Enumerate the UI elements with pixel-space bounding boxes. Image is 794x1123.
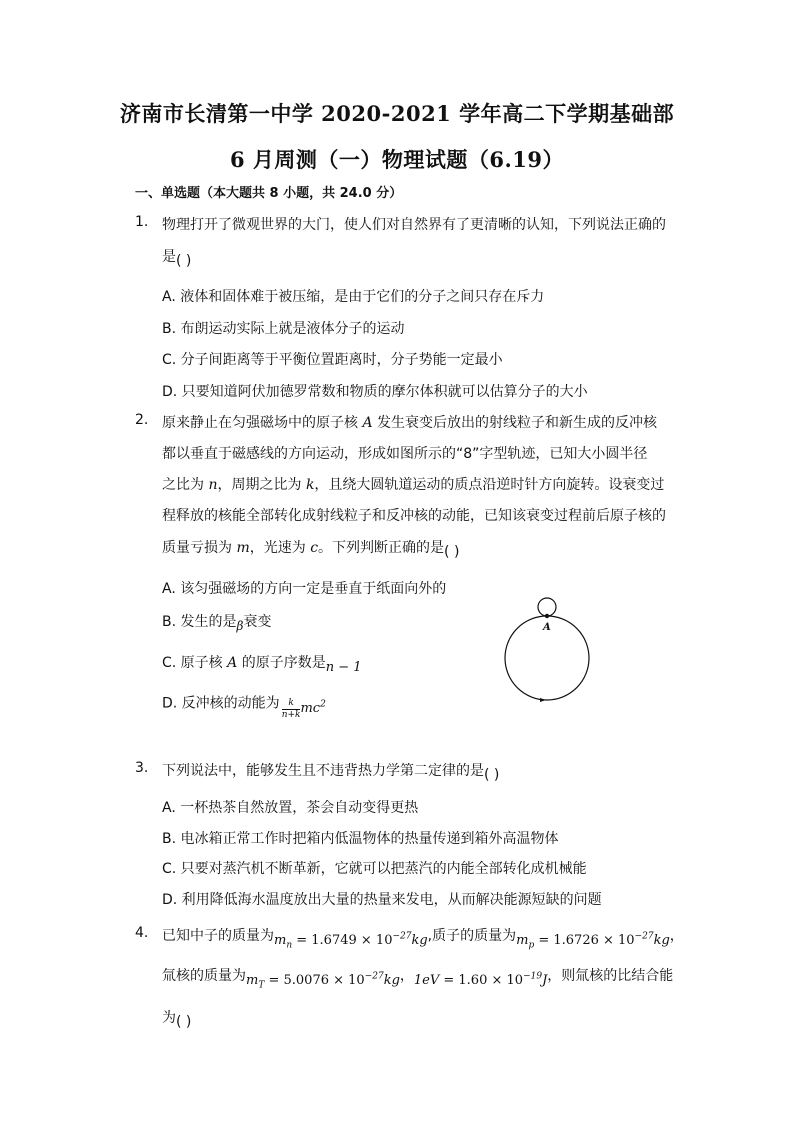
- answer-parentheses: ( ): [176, 253, 192, 269]
- question-text-line: 为( ): [162, 1010, 192, 1030]
- option-b: B. 发生的是β衰变: [162, 614, 272, 633]
- point-label-a: A: [543, 622, 551, 633]
- nucleus-point: [545, 614, 549, 618]
- option-a: A. 液体和固体难于被压缩，是由于它们的分子之间只存在斥力: [162, 289, 545, 305]
- question-text-line: 物理打开了微观世界的大门，使人们对自然界有了更清晰的认知，下列说法正确的: [162, 217, 666, 233]
- answer-parentheses: ( ): [484, 767, 500, 783]
- question-text-line: 都以垂直于磁感线的方向运动，形成如图所示的“8”字型轨迹，已知大小圆半径: [162, 446, 648, 462]
- question-text-line: 之比为 n，周期之比为 k，且绕大圆轨道运动的质点沿逆时针方向旋转。设衰变过: [162, 477, 665, 493]
- fraction: $\frac{k}{n+k}$: [281, 698, 301, 720]
- option-c: C. 分子间距离等于平衡位置距离时，分子势能一定最小: [162, 352, 503, 368]
- direction-arrow-icon: [540, 698, 546, 702]
- question-text-line: 原来静止在匀强磁场中的原子核 A 发生衰变后放出的射线粒子和新生成的反冲核: [162, 415, 658, 431]
- figure-8-trajectory: [500, 592, 610, 712]
- question-text-line: 已知中子的质量为$m_n = 1.6749 \times 10^{-27}kg$,质子的质量为$m_p = 1.6726 \times 10^{-27}kg$，: [162, 928, 684, 951]
- question-text-line: 是( ): [162, 249, 192, 269]
- exam-title-line1: 济南市长清第一中学 2020-2021 学年高二下学期基础部: [119, 101, 675, 126]
- question-number: 1.: [135, 214, 149, 230]
- section-heading: 一、单选题（本大题共 8 小题，共 24.0 分）: [135, 186, 403, 201]
- option-c: C. 只要对蒸汽机不断革新，它就可以把蒸汽的内能全部转化成机械能: [162, 861, 587, 877]
- option-d: D. 只要知道阿伏加德罗常数和物质的摩尔体积就可以估算分子的大小: [162, 384, 588, 400]
- question-number: 4.: [135, 925, 149, 941]
- option-a: A. 该匀强磁场的方向一定是垂直于纸面向外的: [162, 581, 447, 597]
- question-text-line: 氚核的质量为$m_T = 5.0076 \times 10^{-27}kg$，$1eV = 1.60 \times 10^{-19}J$，则氚核的比结合能: [162, 968, 674, 991]
- question-number: 2.: [135, 412, 149, 428]
- answer-parentheses: ( ): [444, 544, 460, 560]
- question-text-line: 质量亏损为 m，光速为 c。下列判断正确的是( ): [162, 540, 460, 560]
- option-c: C. 原子核 A 的原子序数是n − 1: [162, 655, 362, 675]
- question-text-line: 下列说法中，能够发生且不违背热力学第二定律的是( ): [162, 763, 500, 783]
- exam-title-line2: 6 月周测（一）物理试题（6.19）: [229, 147, 565, 172]
- answer-parentheses: ( ): [176, 1014, 192, 1030]
- option-b: B. 电冰箱正常工作时把箱内低温物体的热量传递到箱外高温物体: [162, 831, 559, 847]
- option-b: B. 布朗运动实际上就是液体分子的运动: [162, 321, 405, 337]
- small-circle-orbit: [538, 598, 556, 616]
- question-number: 3.: [135, 760, 149, 776]
- option-a: A. 一杯热茶自然放置，茶会自动变得更热: [162, 800, 419, 816]
- option-d: D. 反冲核的动能为 $\frac{k}{n+k}$ $mc^2$: [162, 695, 326, 720]
- question-text-line: 程释放的核能全部转化成射线粒子和反冲核的动能，已知该衰变过程前后原子核的: [162, 508, 666, 524]
- option-d: D. 利用降低海水温度放出大量的热量来发电，从而解决能源短缺的问题: [162, 892, 602, 908]
